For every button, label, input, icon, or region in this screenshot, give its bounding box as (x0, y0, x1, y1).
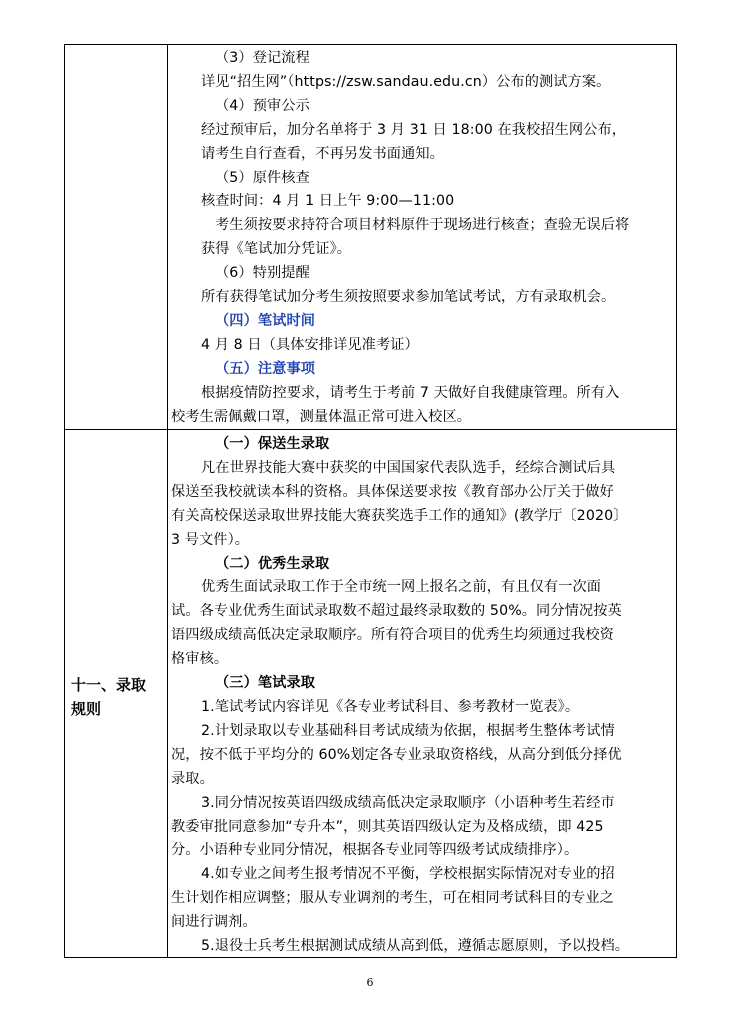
text-line: 4 月 8 日（具体安排详见准考证） (201, 336, 419, 353)
text-line: 1.笔试考试内容详见《各专业考试科目、参考教材一览表》。 (201, 698, 580, 715)
text-line: 分。小语种专业同分情况，根据各专业同等四级考试成绩排序）。 (171, 842, 579, 859)
text-line: 请考生自行查看，不再另发书面通知。 (201, 145, 444, 162)
text-line: （五）注意事项 (215, 360, 316, 377)
text-line: （二）优秀生录取 (215, 555, 330, 572)
text-line: 保送至我校就读本科的资格。具体保送要求按《教育部办公厅关于做好 (171, 483, 614, 500)
text-line: 况，按不低于平均分的 60%划定各专业录取资格线，从高分到低分择优 (171, 746, 622, 763)
text-line: 5.退役士兵考生根据测试成绩从高到低，遵循志愿原则，予以投档。 (201, 938, 630, 955)
text-line: 生计划作相应调整；服从专业调剂的考生，可在相同考试科目的专业之 (171, 890, 614, 907)
text-line: （5）原件核查 (215, 169, 310, 186)
section-content-admission-rules (171, 433, 670, 959)
text-line: （3）登记流程 (215, 50, 310, 66)
text-line: （一）保送生录取 (215, 436, 330, 452)
text-line: 语四级成绩高低决定录取顺序。所有符合项目的优秀生均须通过我校资 (171, 627, 614, 644)
text-line: 校考生需佩戴口罩，测量体温正常可进入校区。 (171, 408, 472, 425)
text-line: 所有获得笔试加分考生须按照要求参加笔试考试，方有录取机会。 (201, 289, 616, 306)
text-line: 格审核。 (171, 651, 229, 668)
column-divider (167, 45, 168, 957)
text-line: 考生须按要求持符合项目材料原件于现场进行核查；查验无误后将 (215, 217, 630, 234)
text-line: （6）特别提醒 (215, 265, 310, 282)
text-line: 优秀生面试录取工作于全市统一网上报名之前，有且仅有一次面 (201, 579, 602, 596)
label-line: 规则 (71, 700, 102, 718)
text-line: 间进行调剂。 (171, 914, 257, 931)
page-number: 6 (366, 976, 374, 989)
text-line: 经过预审后，加分名单将于 3 月 31 日 18:00 在我校招生网公布， (201, 121, 627, 138)
text-line: 凡在世界技能大赛中获奖的中国国家代表队选手，经综合测试后具 (201, 459, 616, 476)
rules-table (64, 44, 677, 958)
text-line: 2.计划录取以专业基础科目考试成绩为依据，根据考生整体考试情 (201, 722, 615, 739)
text-line: （4）预审公示 (215, 97, 310, 114)
text-line: 录取。 (171, 770, 214, 787)
text-line: 3 号文件）。 (171, 531, 250, 548)
text-line: 获得《笔试加分凭证》。 (201, 241, 352, 258)
text-line: 详见“招生网”（https://zsw.sandau.edu.cn）公布的测试方案。 (201, 73, 611, 90)
text-line: 4.如专业之间考生报考情况不平衡，学校根据实际情况对专业的招 (201, 866, 615, 883)
text-line: 3.同分情况按英语四级成绩高低决定录取顺序（小语种考生若经市 (201, 794, 615, 811)
section-label-admission-rules (71, 673, 163, 721)
text-line: 试。各专业优秀生面试录取数不超过最终录取数的 50%。同分情况按英 (171, 603, 622, 620)
text-line: 有关高校保送录取世界技能大赛获奖选手工作的通知》(教学厅〔2020〕 (171, 507, 628, 524)
text-line: 根据疫情防控要求，请考生于考前 7 天做好自我健康管理。所有入 (201, 384, 620, 401)
label-line: 十一、录取 (71, 676, 147, 694)
text-line: （四）笔试时间 (215, 312, 316, 329)
text-line: 教委审批同意参加“专升本”，则其英语四级认定为及格成绩，即 425 (171, 818, 604, 835)
text-line: （三）笔试录取 (215, 675, 316, 692)
text-line: 核查时间：4 月 1 日上午 9:00—11:00 (201, 193, 455, 210)
section-content-registration (171, 47, 670, 430)
